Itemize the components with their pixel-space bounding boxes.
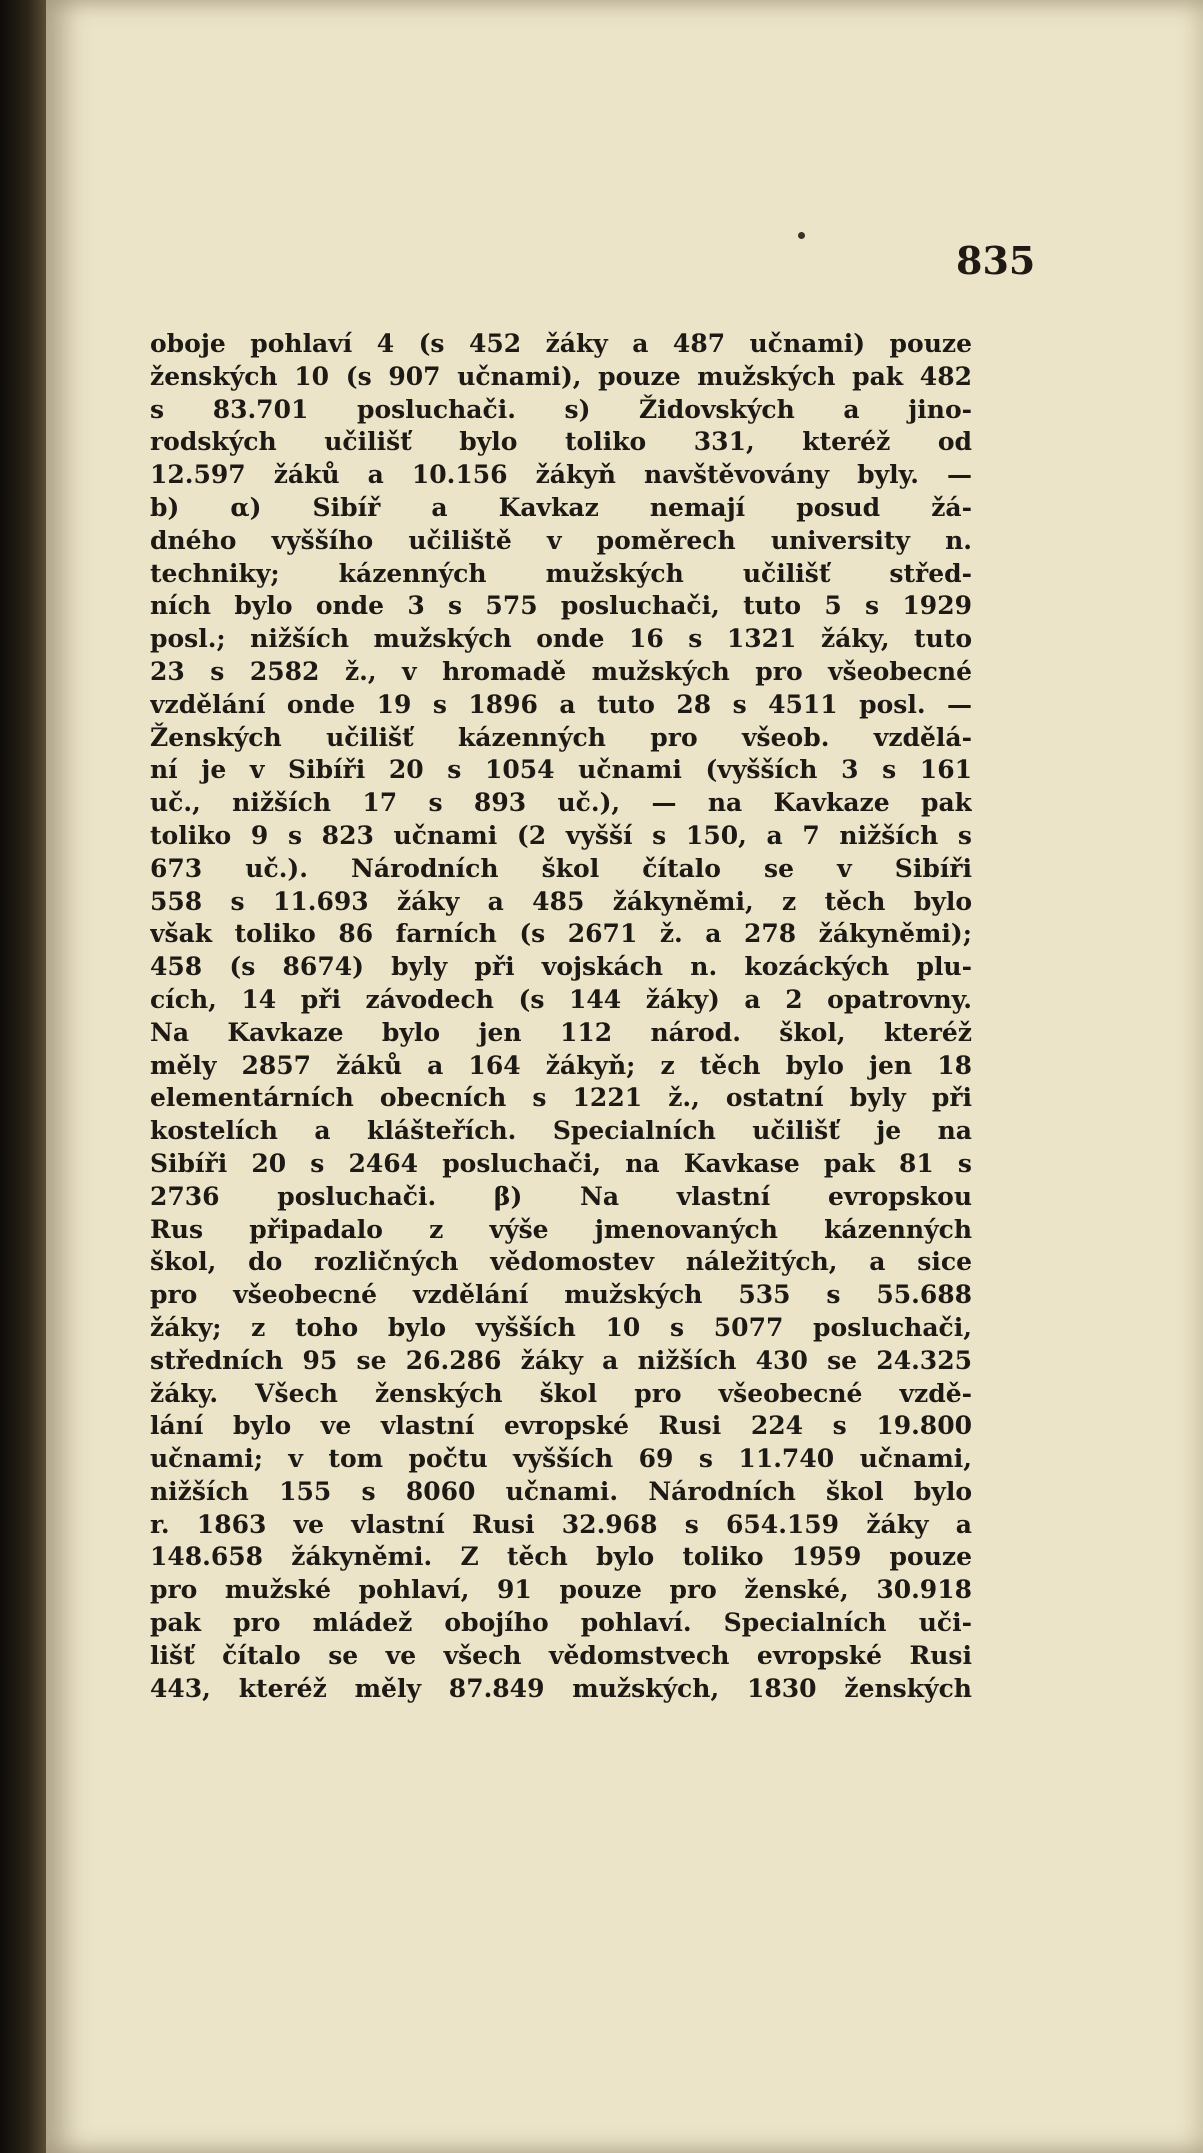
text-line: Sibíři 20 s 2464 posluchači, na Kavkase pak 81 s: [150, 1148, 972, 1178]
text-line: elementárních obecních s 1221 ž., ostatní byly při: [150, 1083, 972, 1113]
text-line: techniky; kázenných mužských učilišť střed-: [150, 558, 972, 588]
text-line: ních bylo onde 3 s 575 posluchači, tuto 5 s 1929: [150, 591, 972, 621]
text-line: posl.; nižších mužských onde 16 s 1321 žáky, tuto: [150, 624, 972, 654]
text-line: žáky; z toho bylo vyšších 10 s 5077 posluchači,: [150, 1312, 972, 1342]
text-line: pak pro mládež obojího pohlaví. Specialních uči-: [150, 1608, 972, 1638]
text-line: 558 s 11.693 žáky a 485 žákyněmi, z těch bylo: [150, 886, 972, 916]
text-line: cích, 14 při závodech (s 144 žáky) a 2 opatrovny.: [150, 984, 972, 1014]
text-line: ženských 10 (s 907 učnami), pouze mužských pak 482: [150, 361, 972, 391]
text-line: Ženských učilišť kázenných pro všeob. vzdělá-: [150, 722, 972, 752]
text-line: pro všeobecné vzdělání mužských 535 s 55.688: [150, 1280, 972, 1310]
text-line: však toliko 86 farních (s 2671 ž. a 278 žákyněmi);: [150, 919, 972, 949]
text-line: Na Kavkaze bylo jen 112 národ. škol, kteréž: [150, 1017, 972, 1047]
book-gutter: [0, 0, 46, 2153]
text-line: 673 uč.). Národních škol čítalo se v Sibíři: [150, 853, 972, 883]
text-line: učnami; v tom počtu vyšších 69 s 11.740 učnami,: [150, 1444, 972, 1474]
text-line: 23 s 2582 ž., v hromadě mužských pro všeobecné: [150, 656, 972, 686]
page-body-text: [150, 328, 972, 1705]
text-line: 2736 posluchači. β) Na vlastní evropskou: [150, 1181, 972, 1211]
text-line: 12.597 žáků a 10.156 žákyň navštěvovány byly. —: [150, 460, 972, 490]
text-line: vzdělání onde 19 s 1896 a tuto 28 s 4511 posl. —: [150, 689, 972, 719]
text-line: uč., nižších 17 s 893 uč.), — na Kavkaze pak: [150, 788, 972, 818]
text-line: rodských učilišť bylo toliko 331, kteréž od: [150, 427, 972, 457]
text-line: toliko 9 s 823 učnami (2 vyšší s 150, a 7 nižších s: [150, 820, 972, 850]
text-line: oboje pohlaví 4 (s 452 žáky a 487 učnami) pouze: [150, 329, 972, 358]
text-line: kostelích a klášteřích. Specialních učilišť je na: [150, 1116, 972, 1146]
text-line: 443, kteréž měly 87.849 mužských, 1830 ženských: [150, 1673, 972, 1703]
text-line: lišť čítalo se ve všech vědomstvech evropské Rusi: [150, 1640, 972, 1670]
page-number: 835: [956, 238, 1036, 283]
text-line: lání bylo ve vlastní evropské Rusi 224 s 19.800: [150, 1411, 972, 1441]
text-line: dného vyššího učiliště v poměrech university n.: [150, 525, 972, 555]
text-line: 458 (s 8674) byly při vojskách n. kozáckých plu-: [150, 952, 972, 982]
text-line: nižších 155 s 8060 učnami. Národních škol bylo: [150, 1476, 972, 1506]
text-line: žáky. Všech ženských škol pro všeobecné vzdě-: [150, 1378, 972, 1408]
text-line: 148.658 žákyněmi. Z těch bylo toliko 1959 pouze: [150, 1542, 972, 1572]
text-line: s 83.701 posluchači. s) Židovských a jino-: [150, 394, 972, 424]
ink-speck: [798, 232, 805, 239]
text-line: měly 2857 žáků a 164 žákyň; z těch bylo jen 18: [150, 1050, 972, 1080]
text-line: ní je v Sibíři 20 s 1054 učnami (vyšších 3 s 161: [150, 755, 972, 785]
text-line: středních 95 se 26.286 žáky a nižších 430 se 24.325: [150, 1345, 972, 1375]
text-line: b) α) Sibíř a Kavkaz nemají posud žá-: [150, 492, 972, 522]
text-line: Rus připadalo z výše jmenovaných kázenných: [150, 1214, 972, 1244]
text-line: škol, do rozličných vědomostev náležitých, a sice: [150, 1247, 972, 1277]
text-line: pro mužské pohlaví, 91 pouze pro ženské, 30.918: [150, 1575, 972, 1605]
text-line: r. 1863 ve vlastní Rusi 32.968 s 654.159 žáky a: [150, 1509, 972, 1539]
